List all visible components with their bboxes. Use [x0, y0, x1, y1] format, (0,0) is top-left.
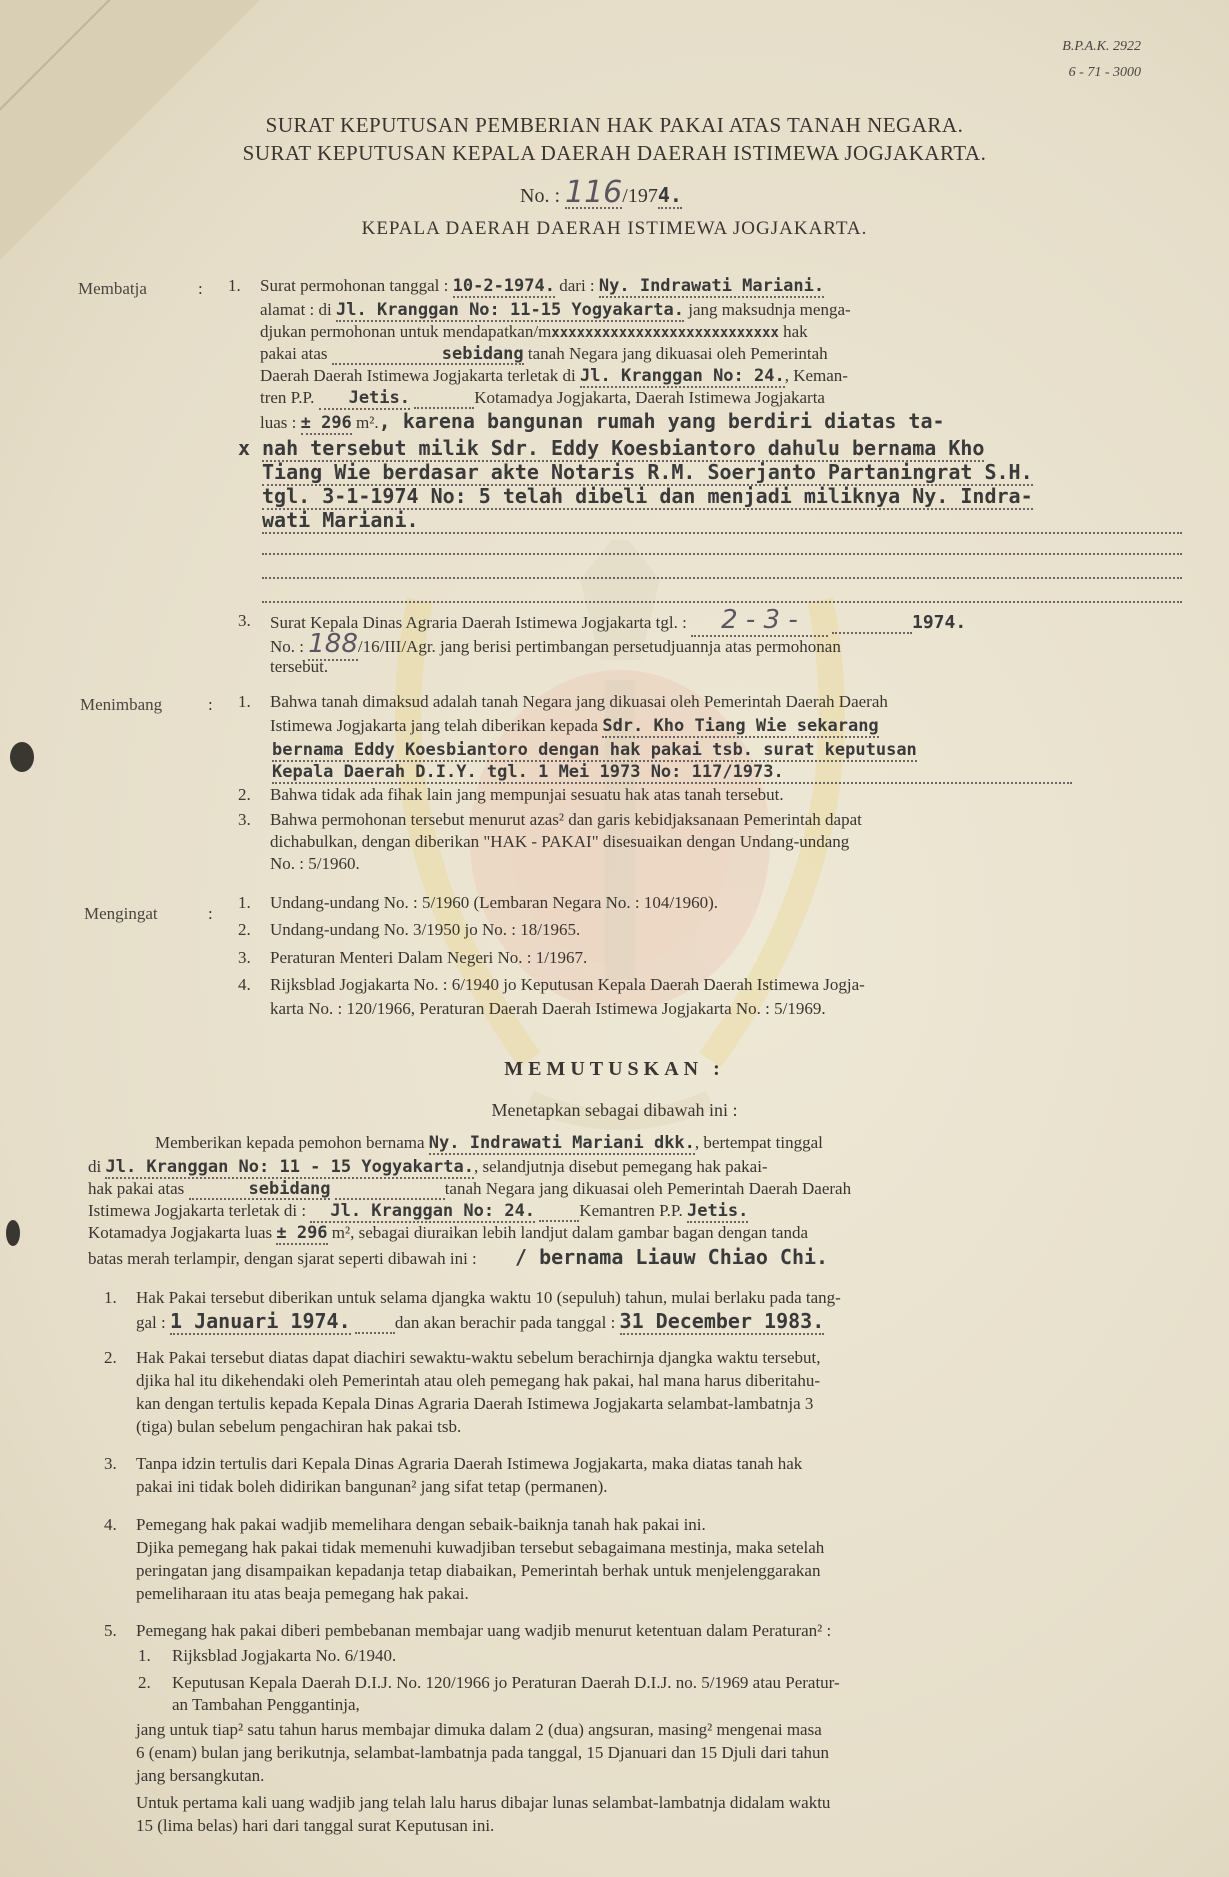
- menimbang-3-line1: Bahwa permohonan tersebut menurut azas² dan garis kebidjaksanaan Pemerintah dapat: [270, 810, 862, 829]
- condition-5-line6: 15 (lima belas) hari dari tanggal surat Keputusan ini.: [136, 1816, 495, 1835]
- condition-3-line1: Tanpa idzin tertulis dari Kepala Dinas Agraria Daerah Istimewa Jogjakarta, maka diatas tanah hak: [136, 1454, 803, 1473]
- grant-line2: di Jl. Kranggan No: 11 - 15 Yogyakarta., selandjutnja disebut pemegang hak pakai-: [88, 1157, 768, 1177]
- start-date: 1 Januari 1974.: [170, 1309, 351, 1333]
- end-date: 31 December 1983.: [619, 1309, 825, 1333]
- parcel-location: Jl. Kranggan No: 24.: [580, 366, 785, 386]
- form-code-line1: B.P.A.K. 2922: [1062, 39, 1141, 54]
- decision-intro: Menetapkan sebagai dibawah ini :: [491, 1100, 738, 1120]
- title-line-1: SURAT KEPUTUSAN PEMBERIAN HAK PAKAI ATAS TANAH NEGARA.: [265, 113, 964, 137]
- condition-4-line3: peringatan jang disampaikan kepadanja tetap diabaikan, Pemerintah berhak untuk menjelenggarakan: [136, 1561, 821, 1580]
- decision-heading: MEMUTUSKAN :: [504, 1058, 725, 1080]
- grant-line5: Kotamadya Jogjakarta luas ± 296 m², sebagai diuraikan lebih landjut dalam gambar bagan dengan tanda: [88, 1223, 809, 1243]
- punch-hole-1: [10, 742, 34, 772]
- condition-5-line4: jang bersangkutan.: [136, 1766, 265, 1785]
- issuer-heading: KEPALA DAERAH DAERAH ISTIMEWA JOGJAKARTA.: [361, 218, 868, 239]
- agraria-letter-date: 2 - 3 -: [691, 605, 828, 637]
- parcel-area: ± 296: [300, 413, 352, 433]
- condition-1-line2: gal : 1 Januari 1974. dan akan berachir pada tanggal : 31 December 1983.: [136, 1309, 825, 1333]
- condition-4-line1: Pemegang hak pakai wadjib memelihara dengan sebaik-baiknja tanah hak pakai ini.: [136, 1515, 706, 1534]
- menimbang-1-typed-2: bernama Eddy Koesbiantoro dengan hak pakai tsb. surat keputusan: [272, 740, 917, 760]
- grantee-name: Ny. Indrawati Mariani dkk.: [428, 1133, 695, 1153]
- application-date: 10-2-1974.: [452, 276, 555, 296]
- document-page: B.P.A.K. 2922 6 - 71 - 3000 SURAT KEPUTUSAN PEMBERIAN HAK PAKAI ATAS TANAH NEGARA. SURAT KEPUTUSAN KEPALA DAERAH DAERAH ISTIMEWA JOGJAKARTA. No. : 116/1974. KEPALA DAERAH DAERAH ISTIMEWA JOGJAKARTA. Membatja : 1. Surat permohonan tanggal : 10-2-1974. dari : Ny. Indrawati Mariani. alamat : di Jl. Kranggan No: 11-15 Yogyakarta. jang maksudnja menga- djukan permohonan untuk mendapatkan/mxxxxxxxxxxxxxxxxxxxxxxxxxxx hak pakai atas sebidang tanah Negara jang dikuasai oleh Pemerintah Daerah Daerah Istimewa Jogjakarta terletak di Jl. Kranggan No: 24., Keman- tren P.P. Jetis. Kotamadya Jogjakarta, Daerah Istimewa Jogjakarta luas : ± 296 m²., karena bangunan rumah yang berdiri diatas ta- x nah tersebut milik Sdr. Eddy Koesbiantoro dahulu bernama Kho Tiang Wie berdasar akte Notaris R.M. Soerjanto Partaningrat S.H. tgl. 3-1-1974 No: 5 telah dibeli dan menjadi miliknya Ny. Indra- wati Mariani. 3. Surat Kepala Dinas Agraria Daerah Istimewa Jogjakarta tgl. : 2 - 3 - 1974. No. : 188/16/III/Agr. jang berisi pertimbangan persetudjuannja atas permohonan tersebut. Menimbang : 1. Bahwa tanah dimaksud adalah tanah Negara jang dikuasai oleh Pemerintah Daerah Daerah Istimewa Jogjakarta jang telah diberikan kepada Sdr. Kho Tiang Wie sekarang bernama Eddy Koesbiantoro dengan hak pakai tsb. surat keputusan Kepala Daerah D.I.Y. tgl. 1 Mei 1973 No: 117/1973. 2. Bahwa tidak ada fihak lain jang mempunjai sesuatu hak atas tanah tersebut. 3. Bahwa permohonan tersebut menurut azas² dan garis kebidjaksanaan Pemerintah dapat dichabulkan, dengan diberikan "HAK - PAKAI" disesuaikan dengan Undang-undang No. : 5/1960. Mengingat : 1. Undang-undang No. : 5/1960 (Lembaran Negara No. : 104/1960). 2. Undang-undang No. 3/1950 jo No. : 18/1965. 3. Peraturan Menteri Dalam Negeri No. : 1/1967. 4. Rijksblad Jogjakarta No. : 6/1940 jo Keputusan Kepala Daerah Daerah Istimewa Jogja- karta No. : 120/1966, Peraturan Daerah Daerah Istimewa Jogjakarta No. : 5/1969. MEMUTUSKAN : Menetapkan sebagai dibawah ini : Memberikan kepada pemohon bernama Ny. Indrawati Mariani dkk., bertempat tinggal di Jl. Kranggan No: 11 - 15 Yogyakarta., selandjutnja disebut pemegang hak pakai- hak pakai atas sebidang tanah Negara jang dikuasai oleh Pemerintah Daerah Daerah Istimewa Jogjakarta terletak di : Jl. Kranggan No: 24. Kemantren P.P. Jetis. Kotamadya Jogjakarta luas ± 296 m², sebagai diuraikan lebih landjut dalam gambar bagan dengan tanda batas merah terlampir, dengan sjarat seperti dibawah ini : / bernama Liauw Chiao Chi. 1. Hak Pakai tersebut diberikan untuk selama djangka waktu 10 (sepuluh) tahun, mulai berlaku pada tang- gal : 1 Januari 1974. dan akan berachir pada tanggal : 31 December 1983. 2. Hak Pakai tersebut diatas dapat diachiri sewaktu-waktu sebelum berachirnja djangka waktu tersebut, djika hal itu dikehendaki oleh Pemerintah atau oleh pemegang hak pakai, hal mana harus diberitahu- kan dengan tertulis kepada Kepala Dinas Agraria Daerah Istimewa Jogjakarta selambat-lambatnja 3 (tiga) bulan sebelum pengachiran hak pakai tsb. 3. Tanpa idzin tertulis dari Kepala Dinas Agraria Daerah Istimewa Jogjakarta, maka diatas tanah hak pakai ini tidak boleh didirikan bangunan² jang sifat tetap (permanen). 4. Pemegang hak pakai wadjib memelihara dengan sebaik-baiknja tanah hak pakai ini. Djika pemegang hak pakai tidak memenuhi kuwadjiban tersebut sebagaimana mestinja, maka setelah peringatan jang disampaikan kepadanja tetap diabaikan, Pemerintah berhak untuk menjelenggarakan pemeliharaan itu atas beaja pemegang hak pakai. 5. Pemegang hak pakai diberi pembebanan membajar uang wadjib menurut ketentuan dalam Peraturan² : 1. Rijksblad Jogjakarta No. 6/1940. 2. Keputusan Kepala Daerah D.I.J. No. 120/1966 jo Peraturan Daerah D.I.J. no. 5/1969 atau Peratur- an Tambahan Penggantinja, jang untuk tiap² satu tahun harus membajar dimuka dalam 2 (dua) angsuran, masing² mengenai masa 6 (enam) bulan jang berikutnja, selambat-lambatnja pada tanggal, 15 Djanuari dan 15 Djuli dari tahun jang bersangkutan. Untuk pertama kali uang wadjib jang telah lalu harus dibajar lunas selambat-lambatnja didalam waktu 15 (lima belas) hari dari tanggal surat Keputusan ini.: [0, 0, 1229, 1877]
- section-label-mengingat: Mengingat: [84, 904, 158, 923]
- grant-line6: batas merah terlampir, dengan sjarat seperti dibawah ini : / bernama Liauw Chiao Chi.: [88, 1245, 829, 1269]
- membatja-1-typed-10: tgl. 3-1-1974 No: 5 telah dibeli dan menjadi miliknya Ny. Indra-: [262, 484, 1033, 508]
- membatja-1-line3: djukan permohonan untuk mendapatkan/mxxxxxxxxxxxxxxxxxxxxxxxxxxx hak: [260, 322, 808, 341]
- membatja-1-line1: Surat permohonan tanggal : 10-2-1974. dari : Ny. Indrawati Mariani.: [260, 276, 825, 296]
- condition-2-line4: (tiga) bulan sebelum pengachiran hak pakai tsb.: [136, 1417, 462, 1436]
- membatja-1-line7: luas : ± 296 m²., karena bangunan rumah yang berdiri diatas ta-: [260, 409, 945, 433]
- membatja-1-line2: alamat : di Jl. Kranggan No: 11-15 Yogyakarta. jang maksudnja menga-: [260, 300, 851, 320]
- membatja-1-line6: tren P.P. Jetis. Kotamadya Jogjakarta, Daerah Istimewa Jogjakarta: [260, 388, 825, 408]
- condition-5-line1: Pemegang hak pakai diberi pembebanan membajar uang wadjib menurut ketentuan dalam Peraturan² :: [136, 1621, 832, 1640]
- condition-1-line1: Hak Pakai tersebut diberikan untuk selama djangka waktu 10 (sepuluh) tahun, mulai berlaku pada tang-: [136, 1288, 841, 1307]
- condition-5-line5: Untuk pertama kali uang wadjib jang telah lalu harus dibajar lunas selambat-lambatnja didalam waktu: [136, 1793, 831, 1812]
- mengingat-2: Undang-undang No. 3/1950 jo No. : 18/1965.: [270, 920, 581, 939]
- membatja-1-typed-11: wati Mariani.: [262, 508, 1182, 534]
- blank-line-1: [262, 552, 1182, 555]
- membatja-1-line5: Daerah Daerah Istimewa Jogjakarta terletak di Jl. Kranggan No: 24., Keman-: [260, 366, 848, 386]
- membatja-3-line1: Surat Kepala Dinas Agraria Daerah Istimewa Jogjakarta tgl. : 2 - 3 - 1974.: [270, 605, 967, 635]
- form-code: [1062, 34, 1141, 86]
- condition-4-line4: pemeliharaan itu atas beaja pemegang hak pakai.: [136, 1584, 469, 1603]
- grantee-address: Jl. Kranggan No: 11 - 15 Yogyakarta.: [105, 1157, 474, 1177]
- menimbang-3-line3: No. : 5/1960.: [270, 854, 360, 873]
- condition-5-sub1: Rijksblad Jogjakarta No. 6/1940.: [172, 1646, 397, 1665]
- membatja-3-line2: No. : 188/16/III/Agr. jang berisi pertimbangan persetudjuannja atas permohonan: [270, 629, 841, 659]
- condition-2-line1: Hak Pakai tersebut diatas dapat diachiri sewaktu-waktu sebelum berachirnja djangka waktu tersebut,: [136, 1348, 821, 1367]
- margin-mark: x: [238, 436, 251, 460]
- decree-number-handwritten: 116: [565, 175, 623, 210]
- condition-3-line2: pakai ini tidak boleh didirikan bangunan² jang sifat tetap (permanen).: [136, 1477, 608, 1496]
- applicant-name: Ny. Indrawati Mariani.: [598, 276, 825, 296]
- menimbang-1-typed-3: Kepala Daerah D.I.Y. tgl. 1 Mei 1973 No: 117/1973.: [272, 762, 1072, 784]
- applicant-address: Jl. Kranggan No: 11-15 Yogyakarta.: [336, 300, 685, 320]
- blank-line-3: [262, 600, 1182, 603]
- mengingat-1: Undang-undang No. : 5/1960 (Lembaran Negara No. : 104/1960).: [270, 893, 719, 912]
- membatja-1-typed-9: Tiang Wie berdasar akte Notaris R.M. Soerjanto Partaningrat S.H.: [262, 460, 1033, 484]
- menimbang-2: Bahwa tidak ada fihak lain jang mempunjai sesuatu hak atas tanah tersebut.: [270, 785, 784, 804]
- condition-2-line2: djika hal itu dikehendaki oleh Pemerintah atau oleh pemegang hak pakai, hal mana harus diberitahu-: [136, 1371, 821, 1390]
- grant-line1: Memberikan kepada pemohon bernama Ny. Indrawati Mariani dkk., bertempat tinggal: [155, 1133, 823, 1153]
- membatja-1-typed-8: nah tersebut milik Sdr. Eddy Koesbiantoro dahulu bernama Kho: [262, 436, 985, 460]
- form-code-line2: 6 - 71 - 3000: [1068, 65, 1141, 80]
- membatja-1-line4: pakai atas sebidang tanah Negara jang dikuasai oleh Pemerintah: [260, 344, 828, 364]
- condition-5-sub2-line2: an Tambahan Penggantinja,: [172, 1695, 360, 1714]
- blank-line-2: [262, 576, 1182, 579]
- punch-hole-2: [6, 1220, 20, 1246]
- grant-line3: hak pakai atas sebidang tanah Negara jang dikuasai oleh Pemerintah Daerah Daerah: [88, 1179, 852, 1199]
- decree-number: No. : 116/1974.: [520, 175, 682, 210]
- menimbang-3-line2: dichabulkan, dengan diberikan "HAK - PAKAI" disesuaikan dengan Undang-undang: [270, 832, 850, 851]
- mengingat-3: Peraturan Menteri Dalam Negeri No. : 1/1967.: [270, 948, 588, 967]
- condition-5-sub2-line1: Keputusan Kepala Daerah D.I.J. No. 120/1966 jo Peraturan Daerah D.I.J. no. 5/1969 atau Peratur-: [172, 1673, 840, 1692]
- condition-2-line3: kan dengan tertulis kepada Kepala Dinas Agraria Daerah Istimewa Jogjakarta selambat-lambatnja 3: [136, 1394, 814, 1413]
- mengingat-4-line1: Rijksblad Jogjakarta No. : 6/1940 jo Keputusan Kepala Daerah Daerah Istimewa Jogja-: [270, 975, 865, 994]
- agraria-letter-number: 188: [308, 629, 358, 659]
- menimbang-1-line1: Bahwa tanah dimaksud adalah tanah Negara jang dikuasai oleh Pemerintah Daerah Daerah: [270, 692, 888, 711]
- mengingat-4-line2: karta No. : 120/1966, Peraturan Daerah Daerah Istimewa Jogjakarta No. : 5/1969.: [270, 999, 826, 1018]
- condition-5-line3: 6 (enam) bulan jang berikutnja, selambat-lambatnja pada tanggal, 15 Djanuari dan 15 Djuli dari tahun: [136, 1743, 829, 1762]
- parcel-descriptor: sebidang: [441, 344, 524, 364]
- condition-5-line2: jang untuk tiap² satu tahun harus membajar dimuka dalam 2 (dua) angsuran, masing² mengenai masa: [136, 1720, 822, 1739]
- kemantren-name: Jetis.: [319, 388, 410, 410]
- title-line-2: SURAT KEPUTUSAN KEPALA DAERAH DAERAH ISTIMEWA JOGJAKARTA.: [242, 141, 987, 165]
- grant-line4: Istimewa Jogjakarta terletak di : Jl. Kranggan No: 24. Kemantren P.P. Jetis.: [88, 1201, 749, 1221]
- section-label-membatja: Membatja: [78, 279, 147, 298]
- section-label-menimbang: Menimbang: [80, 695, 163, 714]
- menimbang-1-line2: Istimewa Jogjakarta jang telah diberikan kepada Sdr. Kho Tiang Wie sekarang: [270, 716, 879, 736]
- condition-4-line2: Djika pemegang hak pakai tidak memenuhi kuwadjiban tersebut sebagaimana mestinja, maka setelah: [136, 1538, 825, 1557]
